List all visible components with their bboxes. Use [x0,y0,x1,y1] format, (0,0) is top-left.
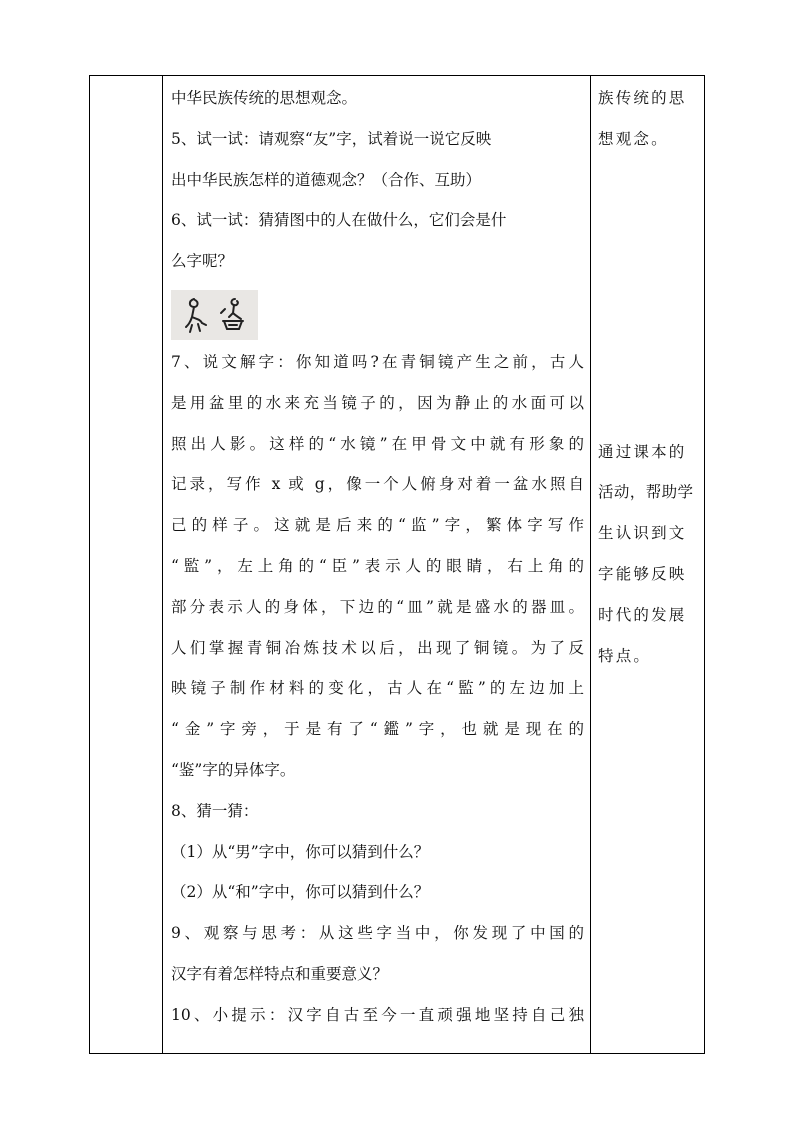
purpose-line: 想观念。 [598,129,669,148]
text-line: “監”，左上角的“臣”表示人的眼睛，右上角的 [171,556,584,575]
text-line: （1）从“男”字中，你可以猜到什么？ [171,842,430,861]
text-line: 出中华民族怎样的道德观念？（合作、互助） [171,170,482,189]
text-line: “金”字旁，于是有了“鑑”字，也就是现在的 [171,720,584,739]
text-line: 映镜子制作材料的变化，古人在“監”的左边加上 [171,679,584,698]
table-column-activities [163,76,591,1053]
text-line: 照出人影。这样的“水镜”在甲骨文中就有形象的 [171,434,584,453]
text-line: “鉴”字的异体字。 [171,760,296,779]
text-line: 记录，写作 x 或 g，像一个人俯身对着一盆水照自 [171,475,584,494]
oracle-bone-glyphs-image [171,290,258,340]
text-line: 9、观察与思考：从这些字当中，你发现了中国的 [171,924,584,943]
text-line: 中华民族传统的思想观念。 [171,89,358,107]
lesson-table [89,75,705,1054]
text-line: 么字呢？ [171,252,234,271]
text-line: 7、说文解字：你知道吗?在青铜镜产生之前，古人 [171,352,584,371]
purpose-line: 活动，帮助学 [598,483,694,502]
text-line: 人们掌握青铜冶炼技术以后，出现了铜镜。为了反 [171,638,584,657]
purpose-line: 特点。 [598,646,652,665]
purpose-spacer [598,167,700,439]
purpose-line: 时代的发展 [598,605,687,624]
text-line: 8、猜一猜： [171,801,259,820]
text-line: 5、试一试：请观察“友”字，试着说一说它反映 [171,129,492,148]
person-over-basin-glyph-icon [215,295,249,335]
text-line: 10、小提示：汉字自古至今一直顽强地坚持自己独 [171,1005,584,1024]
text-line: 部分表示人的身体，下边的“皿”就是盛水的器皿。 [171,597,584,616]
purpose-line: 族传统的思 [598,89,687,107]
purpose-line: 字能够反映 [598,564,687,583]
glyph-image-row [171,289,584,349]
text-line: 己的样子。这就是后来的“监”字，繁体字写作 [171,516,584,535]
purpose-line: 生认识到文 [598,524,687,543]
kneeling-figure-glyph-icon [180,295,210,335]
table-column-purpose [591,76,704,1053]
purpose-line: 通过课本的 [598,442,687,461]
text-line: （2）从“和”字中，你可以猜到什么？ [171,883,430,902]
table-column-empty [90,76,163,1053]
text-line: 汉字有着怎样特点和重要意义？ [171,964,389,983]
text-line: 6、试一试：猜猜图中的人在做什么，它们会是什 [171,211,507,230]
text-line: 是用盆里的水来充当镜子的，因为静止的水面可以 [171,393,584,412]
